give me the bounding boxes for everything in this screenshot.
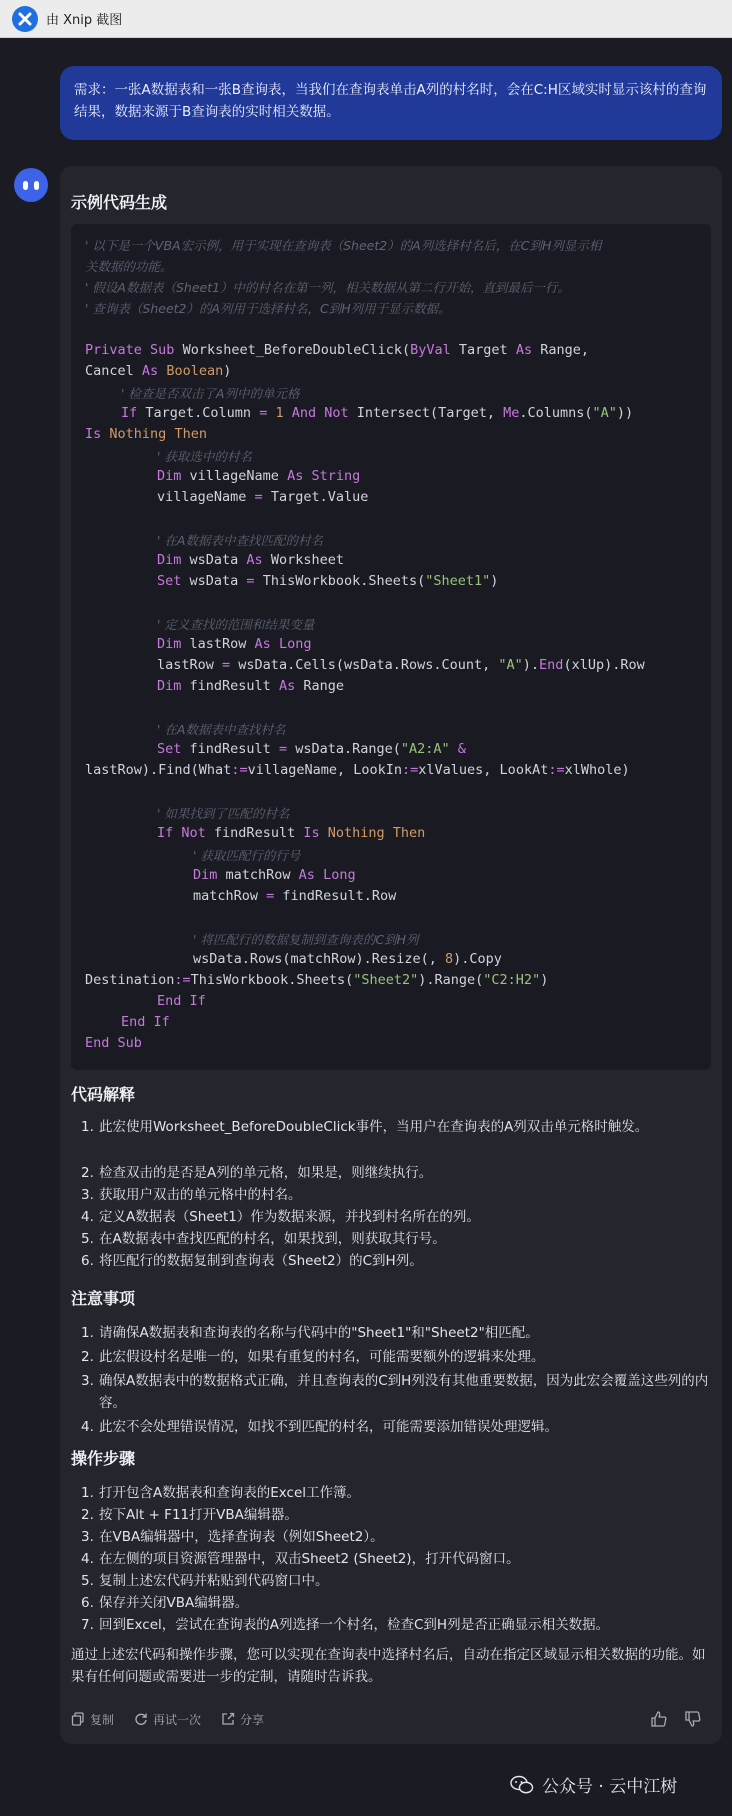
thumbs-down-icon[interactable] [684, 1710, 702, 1728]
assistant-avatar-icon [14, 168, 48, 202]
code-line: ' 在A数据表中查找匹配的村名 [157, 533, 323, 548]
feedback-buttons [650, 1710, 702, 1728]
code-line: ' 将匹配行的数据复制到查询表的C到H列 [193, 932, 419, 947]
explain-heading: 代码解释 [71, 1085, 136, 1104]
code-line: Dim findResult As Range [157, 678, 344, 694]
code-line: End If [157, 993, 206, 1009]
retry-button[interactable]: 再试一次 [134, 1711, 201, 1728]
code-line: If Target.Column = 1 And Not Intersect(Target, Me.Columns("A")) [121, 405, 634, 421]
code-line: lastRow).Find(What:=villageName, LookIn:=xlValues, LookAt:=xlWhole) [85, 762, 630, 778]
code-line: Dim matchRow As Long [193, 867, 356, 883]
code-line: ' 查询表（Sheet2）的A列用于选择村名，C到H列用于显示数据。 [85, 301, 451, 316]
code-line: Cancel As Boolean) [85, 363, 232, 379]
code-line: ' 获取匹配行的行号 [193, 848, 301, 863]
share-icon [221, 1712, 235, 1726]
code-line: Destination:=ThisWorkbook.Sheets("Sheet2").Range("C2:H2") [85, 972, 549, 988]
code-line: lastRow = wsData.Cells(wsData.Rows.Count, "A").End(xlUp).Row [157, 657, 645, 673]
code-heading: 示例代码生成 [71, 193, 168, 212]
code-line: ' 假设A数据表（Sheet1）中的村名在第一列，相关数据从第二行开始，直到最后一行。 [85, 280, 571, 295]
answer-actions [71, 1708, 284, 1730]
code-line: ' 检查是否双击了A列中的单元格 [121, 386, 300, 401]
code-line: ' 获取选中的村名 [157, 449, 252, 464]
code-line: Private Sub Worksheet_BeforeDoubleClick(ByVal Target As Range, [85, 342, 589, 358]
share-button[interactable]: 分享 [221, 1711, 264, 1728]
steps-heading: 操作步骤 [71, 1449, 136, 1468]
code-line: End Sub [85, 1035, 142, 1051]
code-line: villageName = Target.Value [157, 489, 369, 505]
copy-icon [71, 1712, 85, 1726]
window-title: 由 Xnip 截图 [46, 13, 123, 28]
thumbs-up-icon[interactable] [650, 1710, 668, 1728]
code-line: Dim wsData As Worksheet [157, 552, 344, 568]
code-block[interactable] [71, 224, 711, 1070]
retry-icon [134, 1712, 148, 1726]
code-line: If Not findResult Is Nothing Then [157, 825, 426, 841]
code-line: 关数据的功能。 [85, 259, 173, 274]
code-line: ' 以下是一个VBA宏示例，用于实现在查询表（Sheet2）的A列选择村名后，在C到H列显示相 [85, 238, 602, 253]
code-line: Dim villageName As String [157, 468, 361, 484]
code-line: ' 如果找到了匹配的村名 [157, 806, 290, 821]
user-message-bubble: 需求：一张A数据表和一张B查询表，当我们在查询表单击A列的村名时，会在C:H区域实时显示该村的查询结果，数据来源于B查询表的实时相关数据。 [60, 66, 722, 140]
summary-paragraph: 通过上述宏代码和操作步骤，您可以实现在查询表中选择村名后，自动在指定区域显示相关数据的功能。如果有任何问题或需要进一步的定制，请随时告诉我。 [71, 1647, 706, 1685]
window-titlebar [0, 0, 732, 38]
notes-heading: 注意事项 [71, 1289, 136, 1308]
code-line: Set wsData = ThisWorkbook.Sheets("Sheet1") [157, 573, 499, 589]
xnip-app-icon [12, 6, 38, 32]
copy-button[interactable]: 复制 [71, 1711, 114, 1728]
code-line: Dim lastRow As Long [157, 636, 312, 652]
code-line: ' 定义查找的范围和结果变量 [157, 617, 315, 632]
code-line: wsData.Rows(matchRow).Resize(, 8).Copy [193, 951, 502, 967]
code-line: Is Nothing Then [85, 426, 207, 442]
wechat-icon [510, 1775, 534, 1795]
code-line: matchRow = findResult.Row [193, 888, 397, 904]
watermark: 公众号 · 云中江树 [510, 1772, 677, 1797]
code-line: ' 在A数据表中查找村名 [157, 722, 286, 737]
code-line: End If [121, 1014, 170, 1030]
code-line: Set findResult = wsData.Range("A2:A" & [157, 741, 466, 757]
